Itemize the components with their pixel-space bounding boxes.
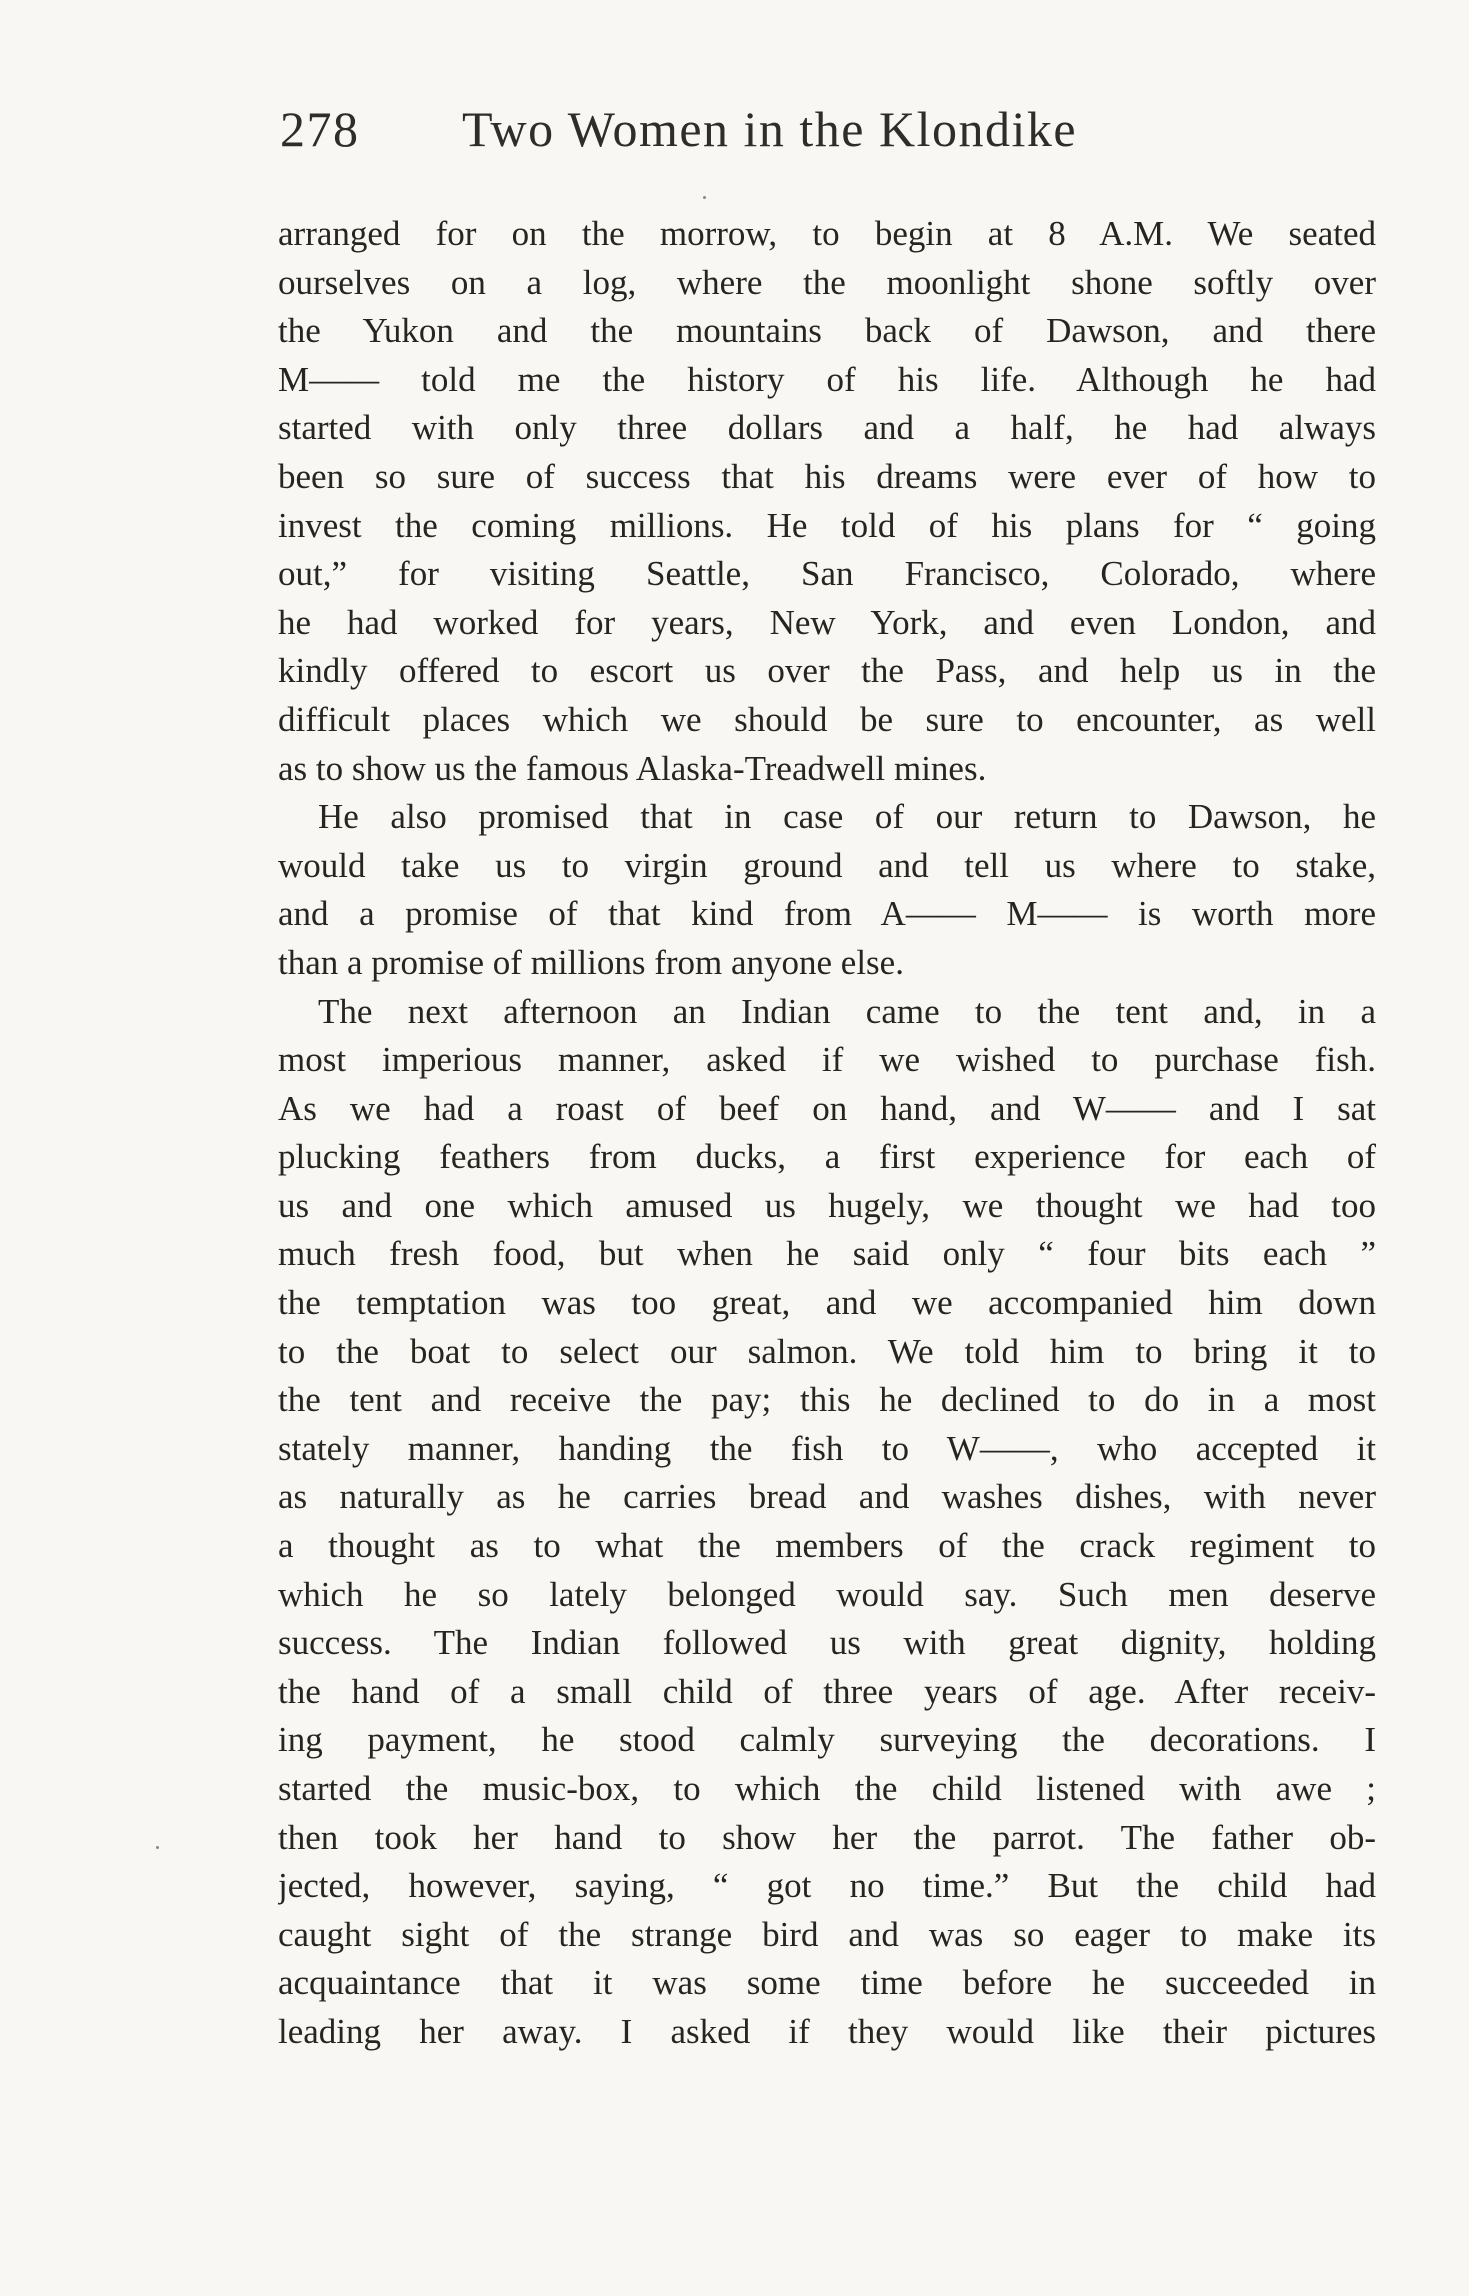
text-line: would take us to virgin ground and tell us where to stake, (278, 845, 1376, 885)
text-line: then took her hand to show her the parrot. The father ob- (278, 1817, 1376, 1857)
text-line: us and one which amused us hugely, we thought we had too (278, 1185, 1376, 1225)
text-line: started with only three dollars and a half, he had always (278, 408, 1376, 448)
text-line: and a promise of that kind from A—— M—— is worth more (278, 894, 1376, 934)
text-line: jected, however, saying, “ got no time.” But the child had (278, 1866, 1376, 1906)
text-line: As we had a roast of beef on hand, and W—— and I sat (278, 1088, 1376, 1128)
text-line: the tent and receive the pay; this he declined to do in a most (278, 1380, 1376, 1420)
text-line: as to show us the famous Alaska-Treadwell mines. (278, 748, 987, 788)
paper-speck (156, 1846, 159, 1849)
text-line: acquaintance that it was some time before he succeeded in (278, 1963, 1376, 2003)
text-line: The next afternoon an Indian came to the tent and, in a (318, 991, 1376, 1031)
text-line: success. The Indian followed us with great dignity, holding (278, 1623, 1376, 1663)
text-line: which he so lately belonged would say. Such men deserve (278, 1574, 1376, 1614)
text-line: arranged for on the morrow, to begin at 8 A.M. We seated (278, 214, 1376, 253)
text-line: much fresh food, but when he said only “ four bits each ” (278, 1234, 1376, 1274)
text-line: to the boat to select our salmon. We told him to bring it to (278, 1331, 1376, 1371)
text-line: plucking feathers from ducks, a first experience for each of (278, 1137, 1376, 1177)
running-head (280, 100, 1380, 170)
text-line: the hand of a small child of three years of age. After receiv- (278, 1671, 1376, 1711)
text-line: caught sight of the strange bird and was so eager to make its (278, 1914, 1376, 1954)
body-text (278, 210, 1376, 2057)
text-line: the Yukon and the mountains back of Dawson, and there (278, 311, 1376, 351)
text-line: stately manner, handing the fish to W——, who accepted it (278, 1428, 1376, 1468)
text-line: been so sure of success that his dreams were ever of how to (278, 456, 1376, 496)
text-line: the temptation was too great, and we accompanied him down (278, 1283, 1376, 1323)
text-line: as naturally as he carries bread and washes dishes, with never (278, 1477, 1376, 1517)
text-line: ourselves on a log, where the moonlight shone softly over (278, 262, 1376, 302)
text-line: out,” for visiting Seattle, San Francisco, Colorado, where (278, 554, 1376, 594)
running-title: Two Women in the Klondike (462, 101, 1078, 157)
text-line: most imperious manner, asked if we wished to purchase fish. (278, 1040, 1376, 1080)
text-line: started the music-box, to which the child listened with awe ; (278, 1769, 1376, 1808)
text-line: M—— told me the history of his life. Although he had (278, 359, 1376, 399)
page-number: 278 (280, 101, 360, 157)
text-line: ing payment, he stood calmly surveying the decorations. I (278, 1720, 1376, 1760)
paper-speck (703, 196, 706, 199)
text-line: he had worked for years, New York, and even London, and (278, 602, 1376, 642)
text-line: leading her away. I asked if they would like their pictures (278, 2011, 1376, 2051)
text-line: than a promise of millions from anyone else. (278, 942, 904, 982)
text-line: difficult places which we should be sure to encounter, as well (278, 699, 1376, 739)
text-line: a thought as to what the members of the crack regiment to (278, 1526, 1376, 1566)
text-line: kindly offered to escort us over the Pass, and help us in the (278, 651, 1376, 691)
text-line: invest the coming millions. He told of his plans for “ going (278, 505, 1376, 545)
text-line: He also promised that in case of our return to Dawson, he (318, 797, 1376, 837)
